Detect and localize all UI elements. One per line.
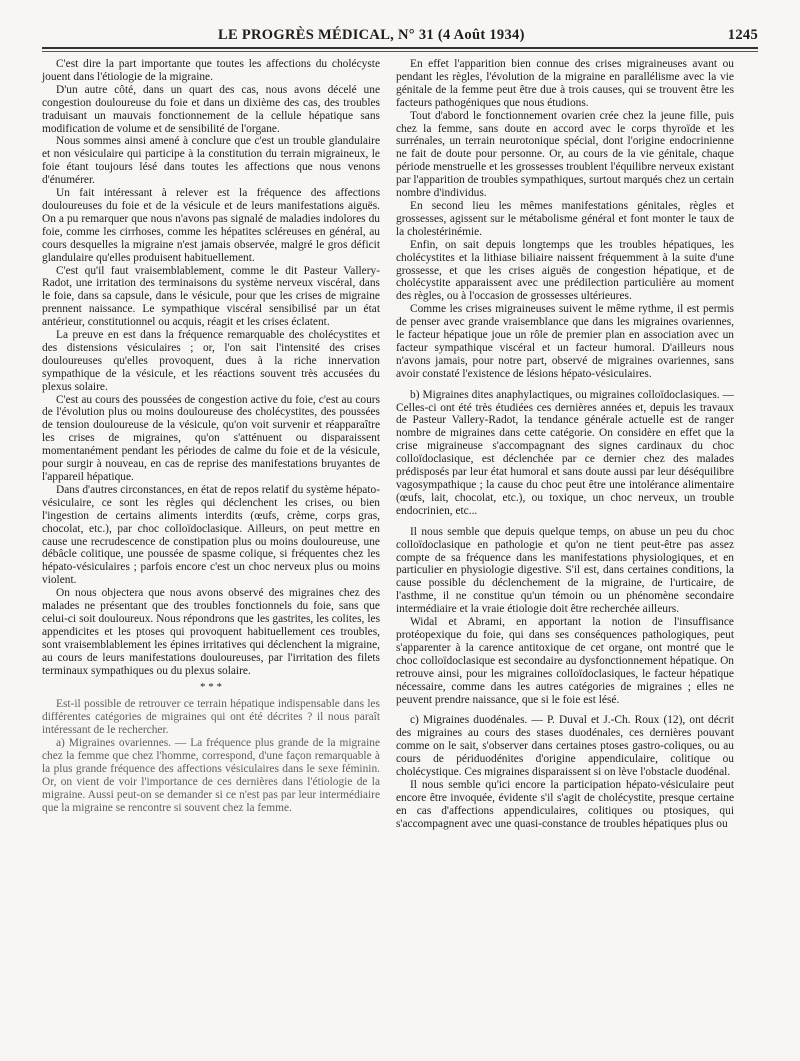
paragraph: C'est dire la part importante que toutes les affections du cholécyste jouent dans l'étiologie de la migraine. [42,58,380,83]
left-column [42,58,380,815]
paragraph: La preuve en est dans la fréquence remarquable des cholécystites et des distensions vésiculaires ; or, l'on sait l'intensité des crises douloureuses qu'elles provoquent, dues à la riche innervation sympathique de la vésicule, et les réactions souvent très accusées du plexus solaire. [42,329,380,393]
paragraph: b) Migraines dites anaphylactiques, ou migraines colloïdoclasiques. — Celles-ci ont été très étudiées ces dernières années et, depuis les travaux de Pasteur Vallery-Radot, la tendance générale actuelle est de ranger nombre de migraines dans cette catégorie. On considère en effet que la crise migraineuse s'accompagnant des signes cardinaux du choc colloïdoclasique, est déclenchée par ce dernier chez des malades prédisposés par leur état humoral et sans doute aussi par leur déséquilibre vagosympathique ; la cause du choc peut être une intolérance alimentaire (œufs, lait, chocolat, etc.), ou toxique, un choc nerveux, un trouble endocrinien, etc... [396,388,734,517]
paragraph: Comme les crises migraineuses suivent le même rythme, il est permis de penser avec grande vraisemblance que dans les migraines ovariennes, le facteur hépatique joue un rôle de premier plan en association avec un facteur sympathique viscéral et un facteur humoral. D'ailleurs nous n'avons jamais, pour notre part, observé de migraines ovariennes, sans avoir constaté l'existence de lésions hépato-vésiculaires. [396,303,734,380]
paragraph: Nous sommes ainsi amené à conclure que c'est un trouble glandulaire et non vésiculaire qui participe à la constitution du terrain migraineux, le foie étant toujours lésé dans toutes les affections que nous venons d'énumérer. [42,135,380,187]
paragraph: On nous objectera que nous avons observé des migraines chez des malades ne présentant que des troubles fonctionnels du foie, sans que celui-ci soit douloureux. Nous répondrons que les gastrites, les colites, les appendicites et les ptoses qui provoquent habituellement ces troubles, sont vraisemblablement les épines irritatives qui déclenchent la migraine, au cours de leurs manifestations douloureuses, par l'irritation des filets terminaux sympathiques ou du plexus solaire. [42,587,380,677]
header-rule [42,47,758,49]
paragraph: Un fait intéressant à relever est la fréquence des affections douloureuses du foie et de la vésicule et de leurs manifestations aiguës. On a pu remarquer que nous n'avons pas signalé de maladies indolores du foie, comme les cirrhoses, comme les hépatites scléreuses en général, au cours desquelles la migraine n'est jamais observée, malgré le gros déficit glandulaire qu'elles produisent habituellement. [42,187,380,264]
page-number: 1245 [727,27,758,43]
paragraph: En effet l'apparition bien connue des crises migraineuses avant ou pendant les règles, l'évolution de la migraine en parallélisme avec la vie génitale de la femme peut être due à trois causes, qui se trouvent être les facteurs pathogéniques que nous étudions. [396,58,734,109]
paragraph: En second lieu les mêmes manifestations génitales, règles et grossesses, agissent sur le métabolisme général et font monter le taux de la cholestérinémie. [396,199,734,238]
paragraph: Il nous semble qu'ici encore la participation hépato-vésiculaire peut encore être invoquée, évidente s'il s'agit de cholécystite, presque certaine en cas d'affections appendiculaires, colitiques ou ptosiques, qui s'accompagnent avec une quasi-constance de troubles hépatiques plus ou [396,778,734,830]
right-column [396,58,734,831]
paragraph: c) Migraines duodénales. — P. Duval et J.-Ch. Roux (12), ont décrit des migraines au cours des stases duodénales, ces dernières pouvant comme on le sait, s'observer dans certaines ptoses gastro-coliques, ou au cours de périduodénites d'origine appendiculaire, colitique ou cholécystique. Ces migraines disparaissent si on lève l'obstacle duodénal. [396,714,734,779]
paragraph: Widal et Abrami, en apportant la notion de l'insuffisance protéopexique du foie, qui dans ses conséquences pathologiques, peut s'apparenter à la carence antitoxique de cet organe, ont montré que le choc colloïdoclasique est secondaire au dysfonctionnement hépatique. On retrouve ainsi, pour les migraines colloïdoclasiques, le facteur hépatique nécessaire, comme dans les autres catégories de migraines ; elles ne peuvent prendre naissance, que si le foie est lésé. [396,616,734,706]
paragraph: Il nous semble que depuis quelque temps, on abuse un peu du choc colloïdoclasique en pathologie et qu'on ne tient peut-être pas assez compte de sa fréquence dans les manifestations physiologiques, et en particulier en physiologie digestive. S'il est, dans certaines conditions, la cause possible du déclenchement de la migraine, de l'urticaire, de l'asthme, il ne constitue qu'un témoin ou un phénomène secondaire intermédiaire et la vraie étiologie doit être recherchée ailleurs. [396,525,734,616]
paragraph: D'un autre côté, dans un quart des cas, nous avons décelé une congestion douloureuse du foie et dans un dixième des cas, des troubles traduisant un mauvais fonctionnement de la cellule hépatique sans modification de volume et de sensibilité de l'organe. [42,83,380,135]
paragraph: Tout d'abord le fonctionnement ovarien crée chez la jeune fille, puis chez la femme, sans doute en accord avec le corps thyroïde et les surrénales, un terrain neurotonique spécial, dont l'origine endocrinienne ne fait de doute pour personne. Or, au cours de la vie génitale, chaque période menstruelle et les grossesses troublent l'équilibre nerveux existant par l'apparition de troubles sympathiques, surtout marqués chez un certain nombre d'individus. [396,109,734,200]
paragraph: Est-il possible de retrouver ce terrain hépatique indispensable dans les différentes catégories de migraines qui ont été décrites ? il nous paraît intéressant de le rechercher. [42,698,380,737]
journal-title: LE PROGRÈS MÉDICAL, N° 31 (4 Août 1934) [218,27,525,43]
paragraph: Dans d'autres circonstances, en état de repos relatif du système hépato-vésiculaire, ce sont les règles qui déclenchent les crises, ou bien l'ingestion de certains aliments interdits (œufs, crème, corps gras, chocolat, etc.), par choc colloïdoclasique. Ailleurs, on peut mettre en cause une recrudescence de constipation plus ou moins douloureuse, une débâcle colitique, une poussée de spasme colique, si fréquentes chez les hépato-vésiculaires ; parfois encore c'est un choc nerveux plus ou moins violent. [42,483,380,587]
paragraph: C'est qu'il faut vraisemblablement, comme le dit Pasteur Vallery-Radot, une irritation des terminaisons du système nerveux viscéral, dans le foie, dans sa capsule, dans le vésicule, pour que les crises de migraine prennent naissance. Le sympathique viscéral sensibilisé par un état antérieur, constitutionnel ou acquis, réagit et les crises éclatent. [42,264,380,329]
header-rule-thin [42,51,758,52]
paragraph: C'est au cours des poussées de congestion active du foie, c'est au cours de l'évolution plus ou moins douloureuse des cholécystites, des poussées de tension douloureuse de la vésicule, qu'on voit survenir et réapparaître les crises de migraines, qu'on s'atténuent ou disparaissent momentanément pendant les périodes de calme du foie et de la vésicule, pour surgir à nouveau, en cas de reprise des manifestations bruyantes de l'appareil hépatique. [42,393,380,483]
page-header [42,27,758,45]
section-separator: * * * [200,680,222,693]
paragraph: a) Migraines ovariennes. — La fréquence plus grande de la migraine chez la femme que chez l'homme, correspond, d'une façon remarquable à la plus grande fréquence des affections vésiculaires dans le sexe féminin. Or, on vient de voir l'importance de ces dernières dans l'étiologie de la migraine. Aussi peut-on se demander si ce n'est pas par leur intermédiaire que la migraine se rencontre si souvent chez la femme. [42,737,380,814]
paragraph: Enfin, on sait depuis longtemps que les troubles hépatiques, les cholécystites et la lithiase biliaire naissent fréquemment à la suite d'une grossesse, et que les crises aiguës de congestion hépatique, et de cholécystite apparaissent avec une prédilection particulière au moment des règles, ou à l'occasion de grossesses ultérieures. [396,238,734,303]
